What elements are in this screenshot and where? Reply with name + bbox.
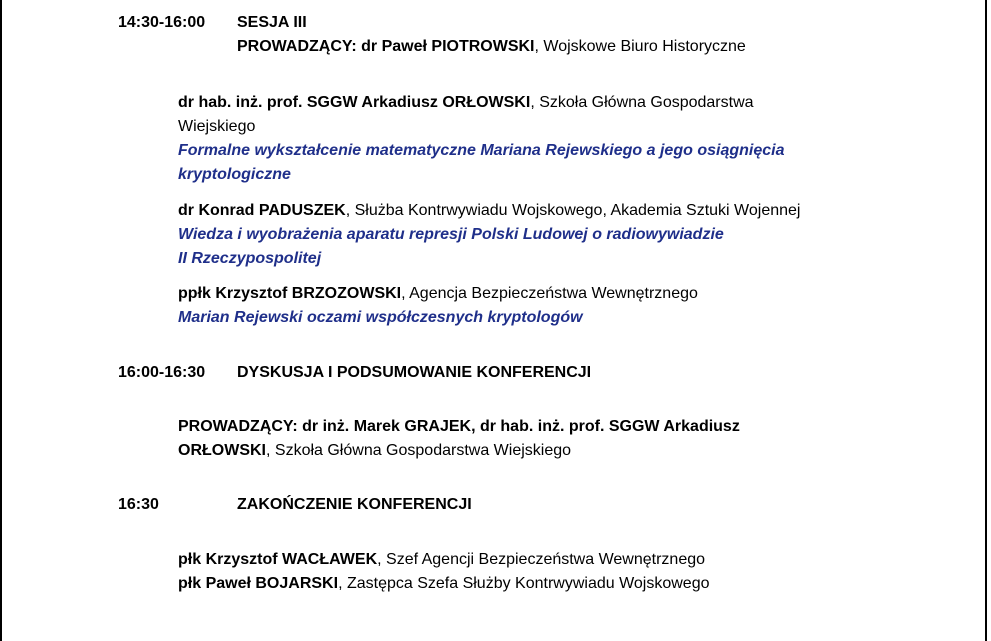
discussion-title-row: [237, 363, 591, 383]
speaker-affiliation-cont: Wiejskiego: [178, 118, 256, 135]
speaker-1-talk-line-2: kryptologiczne: [178, 166, 291, 183]
chair-affiliation: , Wojskowe Biuro Historyczne: [534, 38, 746, 55]
discussion-title: DYSKUSJA I PODSUMOWANIE KONFERENCJI: [237, 364, 592, 381]
session-time: 14:30-16:00: [118, 14, 206, 31]
closing-person-2: [178, 574, 710, 594]
session-title: SESJA III: [237, 14, 307, 31]
session-3-header: [118, 13, 205, 33]
speaker-1-affiliation-cont: [178, 117, 255, 137]
speaker-2: [178, 201, 800, 221]
page-left-border: [0, 0, 2, 641]
discussion-chair-line-1: PROWADZĄCY: dr inż. Marek GRAJEK, dr hab. inż. prof. SGGW Arkadiusz: [178, 418, 740, 435]
discussion-chair-surname: ORŁOWSKI: [178, 442, 266, 459]
speaker-surname: ORŁOWSKI: [442, 94, 531, 111]
speaker-name: ppłk Krzysztof: [178, 285, 292, 302]
speaker-affiliation: , Służba Kontrwywiadu Wojskowego, Akademia Sztuki Wojennej: [345, 202, 801, 219]
speaker-surname: BRZOZOWSKI: [291, 285, 402, 302]
page-right-border: [985, 0, 987, 641]
discussion-time-row: [118, 363, 205, 383]
speaker-affiliation: , Szkoła Główna Gospodarstwa: [530, 94, 754, 111]
speaker-3: [178, 284, 698, 304]
discussion-chair-affiliation: , Szkoła Główna Gospodarstwa Wiejskiego: [266, 442, 572, 459]
closing-time: 16:30: [118, 496, 159, 513]
discussion-time: 16:00-16:30: [118, 364, 206, 381]
closing-person-1: [178, 550, 705, 570]
speaker-1: [178, 93, 754, 113]
speaker-1-talk-line-1: Formalne wykształcenie matematyczne Mariana Rejewskiego a jego osiągnięcia: [178, 142, 785, 159]
session-3-title-row: [237, 13, 307, 33]
person-name: płk Krzysztof: [178, 551, 283, 568]
chair-label: PROWADZĄCY: dr Paweł: [237, 38, 432, 55]
chair-surname: PIOTROWSKI: [431, 38, 535, 55]
closing-time-row: [118, 495, 159, 515]
speaker-2-talk-line-1: Wiedza i wyobrażenia aparatu represji Polski Ludowej o radiowywiadzie: [178, 226, 724, 243]
speaker-name: dr Konrad: [178, 202, 259, 219]
speaker-2-talk-line-2: II Rzeczypospolitej: [178, 250, 322, 267]
person-surname: BOJARSKI: [255, 575, 339, 592]
person-role: , Zastępca Szefa Służby Kontrwywiadu Wojskowego: [338, 575, 710, 592]
discussion-chair-line-2: [178, 441, 571, 461]
speaker-surname: PADUSZEK: [258, 202, 346, 219]
person-surname: WACŁAWEK: [282, 551, 378, 568]
speaker-affiliation: , Agencja Bezpieczeństwa Wewnętrznego: [401, 285, 698, 302]
session-3-chair: [237, 37, 746, 57]
speaker-3-talk-line-1: Marian Rejewski oczami współczesnych kryptologów: [178, 309, 583, 326]
closing-title: ZAKOŃCZENIE KONFERENCJI: [237, 496, 472, 513]
speaker-name: dr hab. inż. prof. SGGW Arkadiusz: [178, 94, 443, 111]
closing-title-row: [237, 495, 472, 515]
person-role: , Szef Agencji Bezpieczeństwa Wewnętrznego: [377, 551, 706, 568]
person-name: płk Paweł: [178, 575, 256, 592]
